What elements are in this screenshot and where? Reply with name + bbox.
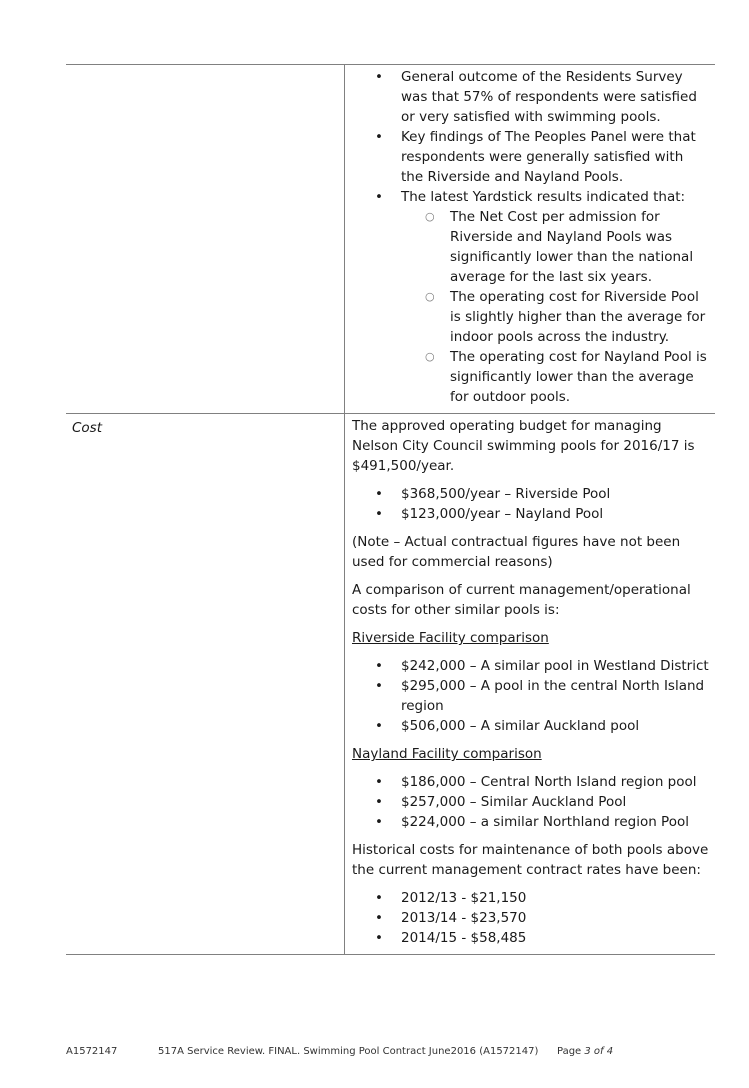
row-content-cell: [345, 65, 715, 413]
list-item: • $368,500/year – Riverside Pool: [375, 486, 611, 502]
list-item: • $295,000 – A pool in the central North Island region: [375, 678, 705, 714]
table-row-cost: [66, 413, 715, 955]
list-item: • $123,000/year – Nayland Pool: [375, 506, 604, 522]
list-item: • The latest Yardstick results indicated that:: [375, 189, 686, 205]
budget-note: (Note – Actual contractual figures have not been used for commercial reasons): [352, 534, 681, 570]
budget-list: [352, 484, 709, 524]
list-item: • $506,000 – A similar Auckland pool: [375, 718, 640, 734]
list-item: • 2014/15 - $58,485: [375, 930, 527, 946]
riverside-heading: Riverside Facility comparison: [352, 630, 549, 646]
table-row-survey: [66, 64, 715, 413]
list-item: • $257,000 – Similar Auckland Pool: [375, 794, 627, 810]
list-item: • $242,000 – A similar pool in Westland District: [375, 658, 709, 674]
footer-page-prefix: Page: [557, 1046, 585, 1057]
list-item: ○ The Net Cost per admission for Riverside and Nayland Pools was significantly lower than the national average for the last six years.: [425, 209, 694, 285]
list-item: • 2012/13 - $21,150: [375, 890, 527, 906]
nayland-heading: Nayland Facility comparison: [352, 746, 542, 762]
footer-doc-title: 517A Service Review. FINAL. Swimming Pool Contract June2016 (A1572147): [158, 1046, 539, 1057]
survey-bullet-list: [352, 67, 709, 207]
list-item: ○ The operating cost for Nayland Pool is significantly lower than the average for outdoor pools.: [425, 349, 707, 405]
row-content-cost: [345, 414, 715, 954]
list-item: • $224,000 – a similar Northland region Pool: [375, 814, 689, 830]
footer-doc-id: A1572147: [66, 1046, 118, 1057]
budget-intro: The approved operating budget for managing Nelson City Council swimming pools for 2016/17 is $491,500/year.: [352, 418, 695, 474]
nayland-list: [352, 772, 709, 832]
list-item: • 2013/14 - $23,570: [375, 910, 527, 926]
footer-page-count: 3 of 4: [584, 1046, 614, 1057]
list-item: ○ The operating cost for Riverside Pool is slightly higher than the average for indoor pools across the industry.: [425, 289, 706, 345]
row-label-cost: Cost: [66, 414, 345, 954]
list-item: • General outcome of the Residents Survey was that 57% of respondents were satisfied or very satisfied with swimming pools.: [375, 69, 697, 125]
comparison-intro: A comparison of current management/operational costs for other similar pools is:: [352, 582, 691, 618]
footer-page-number: [557, 1046, 613, 1057]
yardstick-sub-list: [352, 207, 709, 407]
row-label-cell: [66, 65, 345, 413]
historical-intro: Historical costs for maintenance of both pools above the current management contract rates have been:: [352, 842, 709, 878]
riverside-list: [352, 656, 709, 736]
list-item: • Key findings of The Peoples Panel were that respondents were generally satisfied with the Riverside and Nayland Pools.: [375, 129, 696, 185]
document-table: [66, 64, 715, 955]
list-item: • $186,000 – Central North Island region pool: [375, 774, 697, 790]
historical-list: [352, 888, 709, 948]
